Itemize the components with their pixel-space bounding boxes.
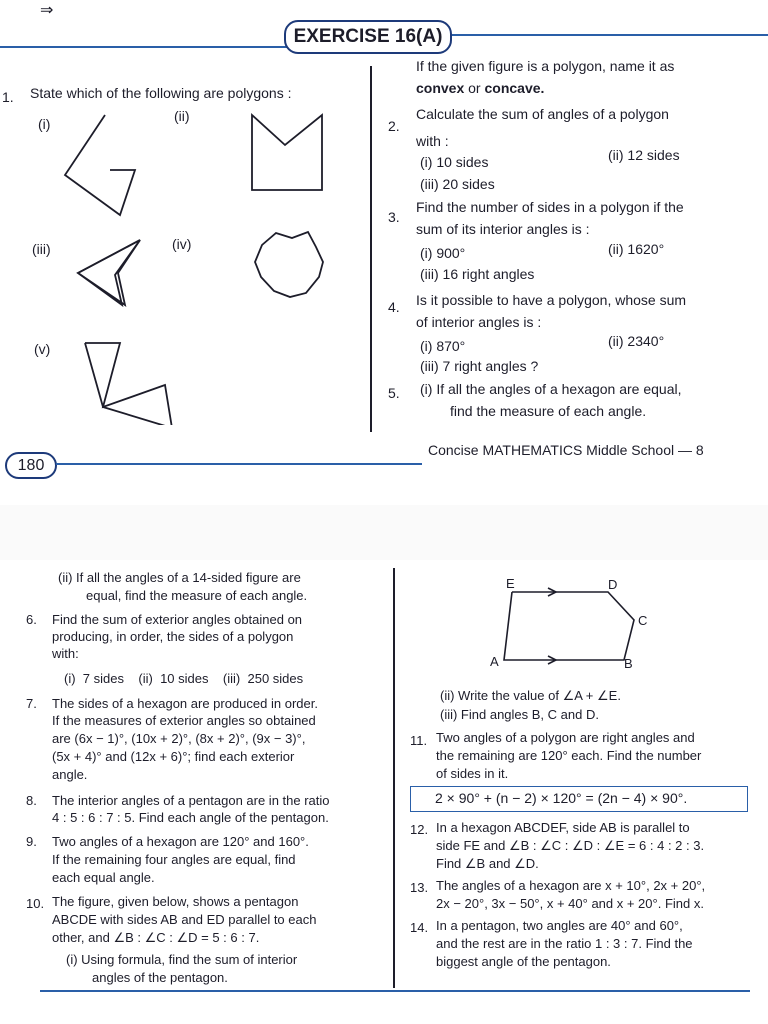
figure-iii-arrow-shape <box>78 240 140 305</box>
q14-line3: biggest angle of the pentagon. <box>436 954 611 969</box>
label-b: B <box>624 656 633 671</box>
q14-number: 14. <box>410 920 429 935</box>
q2-opt2: (ii) 12 sides <box>608 147 680 163</box>
q10-sub-i-line1: (i) Using formula, find the sum of interior <box>66 952 298 967</box>
or-word: or <box>464 80 485 96</box>
q12-line2: side FE and ∠B : ∠C : ∠D : ∠E = 6 : 4 : 2 : 3. <box>436 838 705 853</box>
figure-ii-concave-pentagon <box>252 115 322 190</box>
q10-sub-iii: (iii) Find angles B, C and D. <box>440 707 599 722</box>
q7-line3: are (6x − 1)°, (10x + 2)°, (8x + 2)°, (9x − 3)°, <box>52 731 306 746</box>
q4-opt3: (iii) 7 right angles ? <box>420 358 539 374</box>
q5ii-line1: (ii) If all the angles of a 14-sided figure are <box>58 570 301 585</box>
header-rule-left <box>0 46 290 48</box>
q11-line2: the remaining are 120° each. Find the number <box>436 748 702 763</box>
q2-number: 2. <box>388 118 400 134</box>
q6-number: 6. <box>26 612 37 627</box>
q10-sub-ii: (ii) Write the value of ∠A + ∠E. <box>440 688 621 703</box>
q12-line1: In a hexagon ABCDEF, side AB is parallel to <box>436 820 690 835</box>
q7-number: 7. <box>26 696 37 711</box>
q12-number: 12. <box>410 822 429 837</box>
q10-number: 10. <box>26 896 45 911</box>
page-number: 180 <box>5 452 57 479</box>
q5-number: 5. <box>388 385 400 401</box>
q10-line1: The figure, given below, shows a pentagon <box>52 894 299 909</box>
q1-number: 1. <box>2 89 14 105</box>
q4-number: 4. <box>388 299 400 315</box>
book-title: Concise MATHEMATICS Middle School — 8 <box>428 442 704 458</box>
q11-number: 11. <box>410 733 428 748</box>
q11-line3: of sides in it. <box>436 766 509 781</box>
q13-line2: 2x − 20°, 3x − 50°, x + 40° and x + 20°. Find x. <box>436 896 704 911</box>
q1-text: State which of the following are polygons : <box>30 85 292 101</box>
q13-line1: The angles of a hexagon are x + 10°, 2x + 20°, <box>436 878 706 893</box>
fig-label-i: (i) <box>38 116 51 132</box>
q10-line2: ABCDE with sides AB and ED parallel to each <box>52 912 317 927</box>
q7-line5: angle. <box>52 767 88 782</box>
exercise-title: EXERCISE 16(A) <box>284 20 452 54</box>
fig-label-ii: (ii) <box>174 108 190 124</box>
q13-number: 13. <box>410 880 429 895</box>
label-e: E <box>506 576 515 591</box>
page-gap <box>0 505 768 560</box>
bottom-rule <box>40 990 750 992</box>
q1-tail-line2 <box>416 79 544 97</box>
label-d: D <box>608 577 618 592</box>
q3-opt1: (i) 900° <box>420 245 466 261</box>
q4-text2: of interior angles is : <box>416 314 542 330</box>
fig-label-iv: (iv) <box>172 236 192 252</box>
header-rule-right <box>450 34 768 36</box>
fig-label-v: (v) <box>34 341 51 357</box>
footer-rule <box>56 463 422 465</box>
q5ii-line2: equal, find the measure of each angle. <box>86 588 308 603</box>
q3-opt2: (ii) 1620° <box>608 241 665 257</box>
figure-i-open-shape <box>65 115 135 215</box>
q9-number: 9. <box>26 834 37 849</box>
q7-line2: If the measures of exterior angles so obtained <box>52 713 316 728</box>
q2-text2: with : <box>416 133 449 149</box>
q5-text2: find the measure of each angle. <box>450 403 647 419</box>
figure-v-open-shape <box>85 343 172 425</box>
q6-line1: Find the sum of exterior angles obtained on <box>52 612 303 627</box>
q9-line2: If the remaining four angles are equal, find <box>52 852 296 867</box>
q4-text: Is it possible to have a polygon, whose sum <box>416 292 687 308</box>
q3-opt3: (iii) 16 right angles <box>420 266 535 282</box>
q7-line1: The sides of a hexagon are produced in order. <box>52 696 318 711</box>
q6-line2: producing, in order, the sides of a polygon <box>52 629 294 644</box>
q8-line2: 4 : 5 : 6 : 7 : 5. Find each angle of the pentagon. <box>52 810 329 825</box>
fig-label-iii: (iii) <box>32 241 51 257</box>
q4-opt2: (ii) 2340° <box>608 333 665 349</box>
q14-line2: and the rest are in the ratio 1 : 3 : 7. Find the <box>436 936 693 951</box>
q11-line1: Two angles of a polygon are right angles and <box>436 730 695 745</box>
pentagon-outline <box>504 592 634 660</box>
label-a: A <box>490 654 499 669</box>
q2-opt1: (i) 10 sides <box>420 154 489 170</box>
label-c: C <box>638 613 648 628</box>
column-divider-bottom <box>393 568 395 988</box>
top-arrow: ⇒ <box>40 2 54 19</box>
q9-line1: Two angles of a hexagon are 120° and 160°. <box>52 834 309 849</box>
q4-opt1: (i) 870° <box>420 338 466 354</box>
q5-text: (i) If all the angles of a hexagon are equal, <box>420 381 682 397</box>
q2-text: Calculate the sum of angles of a polygon <box>416 106 669 122</box>
figure-iv-circle-like <box>255 232 323 297</box>
q9-line3: each equal angle. <box>52 870 155 885</box>
q3-text: Find the number of sides in a polygon if the <box>416 199 684 215</box>
formula-box: 2 × 90° + (n − 2) × 120° = (2n − 4) × 90°. <box>410 786 748 812</box>
q8-line1: The interior angles of a pentagon are in the ratio <box>52 793 330 808</box>
convex-word: convex <box>416 80 465 96</box>
q14-line1: In a pentagon, two angles are 40° and 60°, <box>436 918 683 933</box>
q6-line3: with: <box>52 646 79 661</box>
q10-line3: other, and ∠B : ∠C : ∠D = 5 : 6 : 7. <box>52 930 260 945</box>
polygon-figures <box>40 105 380 425</box>
q8-number: 8. <box>26 793 37 808</box>
concave-word: concave. <box>484 80 545 96</box>
q2-opt3: (iii) 20 sides <box>420 176 495 192</box>
q3-number: 3. <box>388 209 400 225</box>
q10-sub-i-line2: angles of the pentagon. <box>92 970 228 985</box>
q7-line4: (5x + 4)° and (12x + 6)°; find each exterior <box>52 749 295 764</box>
q1-tail-line1: If the given figure is a polygon, name it as <box>416 58 675 74</box>
q3-text2: sum of its interior angles is : <box>416 221 590 237</box>
q12-line3: Find ∠B and ∠D. <box>436 856 539 871</box>
q6-options: (i) 7 sides (ii) 10 sides (iii) 250 sides <box>64 671 304 686</box>
